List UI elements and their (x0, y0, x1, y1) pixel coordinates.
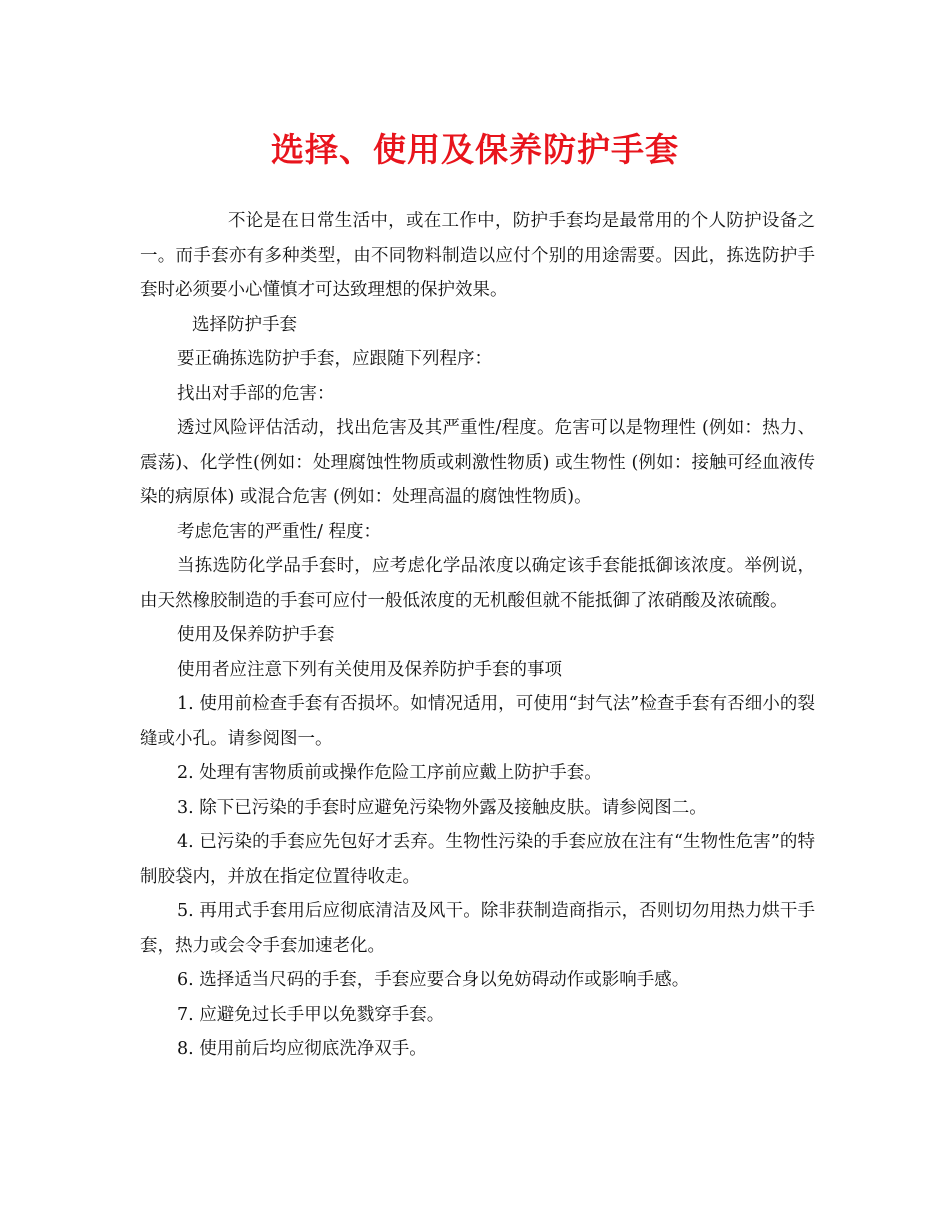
document-body (140, 204, 815, 1067)
subheading-hazard-severity: 考虑危害的严重性/ 程度： (177, 521, 381, 542)
list-item: 3. 除下已污染的手套时应避免污染物外露及接触皮肤。请参阅图二。 (177, 797, 707, 818)
paragraph-risk-assessment: 透过风险评估活动，找出危害及其严重性/程度。危害可以是物理性 (例如：热力、震荡)、化学性(例如：处理腐蚀性物质或刺激性物质) 或生物性 (例如：接触可经血液传染的病原体) 或混合危害 (例如：处理高温的腐蚀性物质)。 (140, 418, 815, 507)
list-item: 4. 已污染的手套应先包好才丢弃。生物性污染的手套应放在注有“生物性危害”的特制胶袋内，并放在指定位置待收走。 (140, 832, 815, 887)
paragraph-chemical-gloves: 当拣选防化学品手套时，应考虑化学品浓度以确定该手套能抵御该浓度。举例说，由天然橡胶制造的手套可应付一般低浓度的无机酸但就不能抵御了浓硝酸及浓硫酸。 (140, 556, 815, 611)
document-title: 选择、使用及保养防护手套 (271, 130, 679, 169)
list-item: 6. 选择适当尺码的手套，手套应要合身以免妨碍动作或影响手感。 (177, 970, 690, 990)
list-item: 5. 再用式手套用后应彻底清洁及风干。除非获制造商指示，否则切勿用热力烘干手套，热力或会令手套加速老化。 (140, 901, 815, 956)
list-item: 8. 使用前后均应彻底洗净双手。 (177, 1039, 427, 1059)
subheading-identify-hazards: 找出对手部的危害： (177, 383, 335, 404)
list-item: 1. 使用前检查手套有否损坏。如情况适用，可使用“封气法”检查手套有否细小的裂缝或小孔。请参阅图一。 (140, 694, 815, 749)
section-heading-select-gloves: 选择防护手套 (192, 314, 297, 335)
list-item: 7. 应避免过长手甲以免戮穿手套。 (177, 1004, 445, 1025)
intro-paragraph: 不论是在日常生活中，或在工作中，防护手套均是最常用的个人防护设备之一。而手套亦有多种类型，由不同物料制造以应付个别的用途需要。因此，拣选防护手套时必须要小心懂慎才可达致理想的保护效果。 (140, 211, 815, 300)
paragraph-user-notes-intro: 使用者应注意下列有关使用及保养防护手套的事项 (177, 659, 562, 680)
section-heading-use-maintain: 使用及保养防护手套 (177, 625, 335, 645)
paragraph-procedure-intro: 要正确拣选防护手套，应跟随下列程序： (177, 349, 492, 369)
list-item: 2. 处理有害物质前或操作危险工序前应戴上防护手套。 (177, 763, 602, 783)
